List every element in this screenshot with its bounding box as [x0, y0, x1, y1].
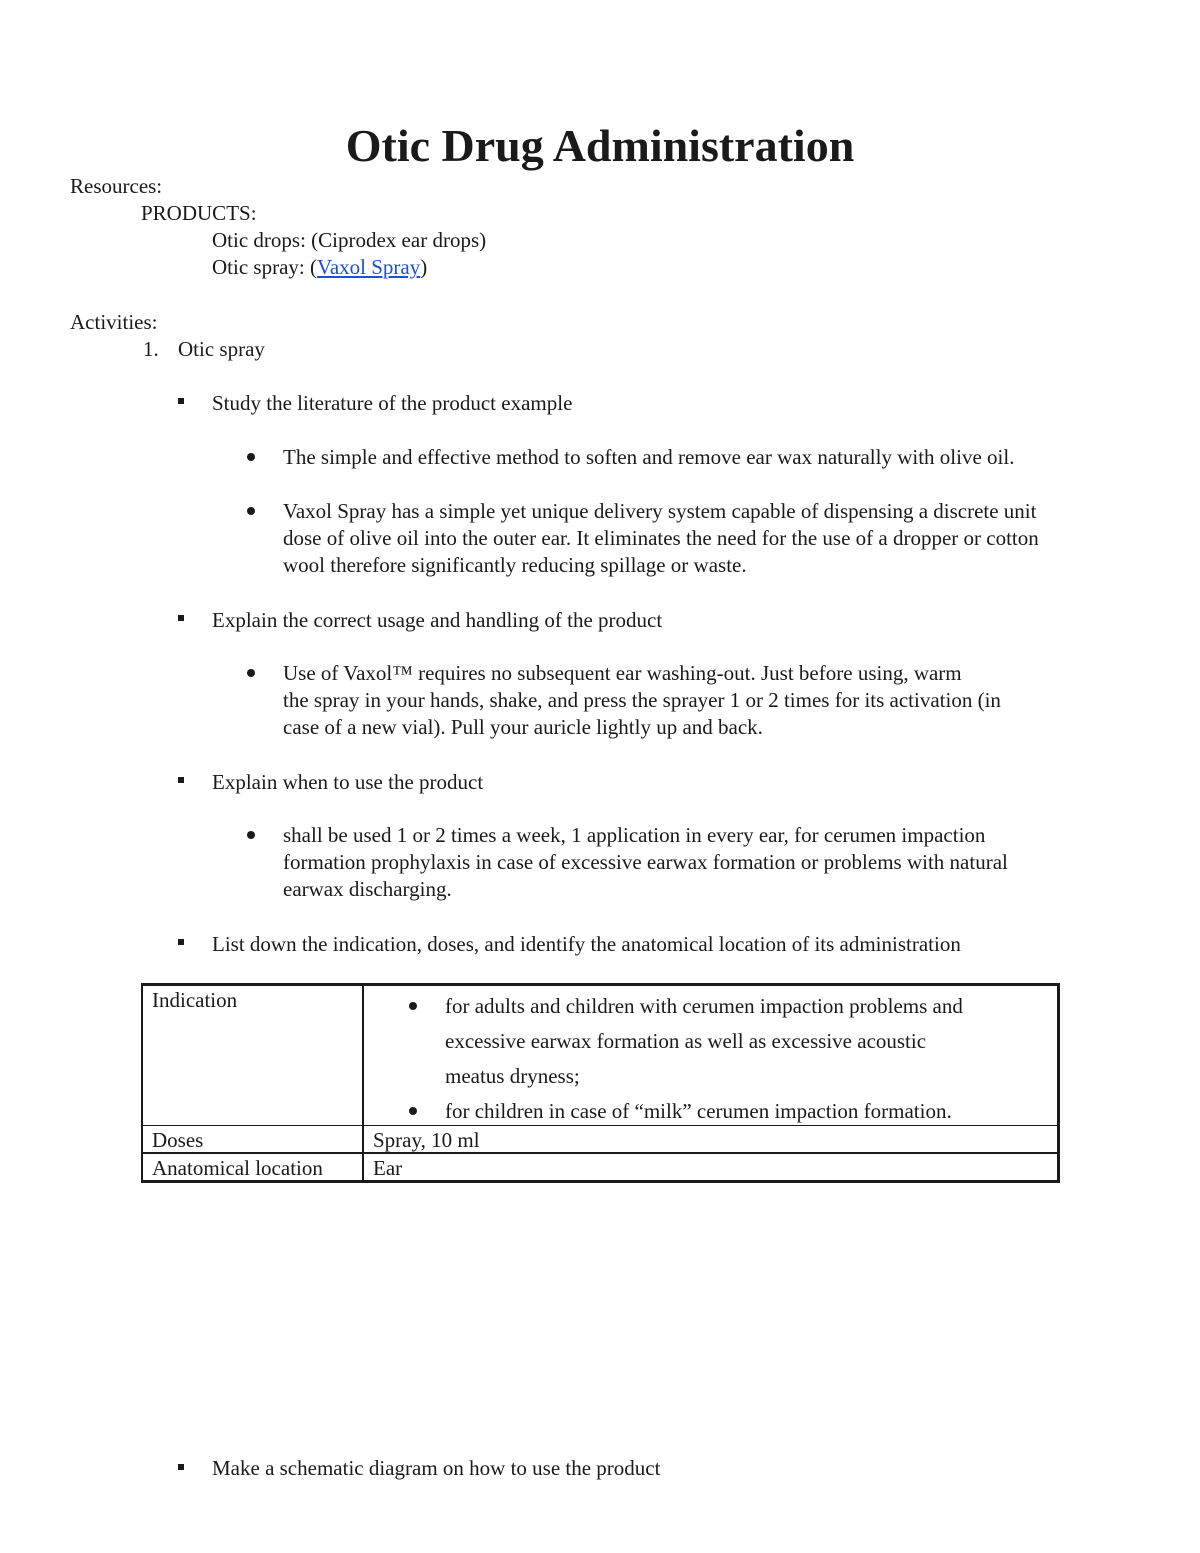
task-indication-doses: List down the indication, doses, and identify the anatomical location of its administration [212, 932, 961, 956]
table-border [141, 983, 1060, 986]
table-cell-line: meatus dryness; [445, 1064, 580, 1088]
activities-label: Activities: [70, 310, 158, 334]
round-bullet-icon [247, 831, 255, 839]
table-cell-value: Spray, 10 ml [373, 1128, 480, 1152]
table-cell-line: for adults and children with cerumen impaction problems and [445, 994, 963, 1018]
round-bullet-icon [247, 453, 255, 461]
table-border [141, 1152, 1060, 1154]
table-row-label: Doses [152, 1128, 204, 1152]
page-title: Otic Drug Administration [345, 120, 855, 171]
otic-drops-prefix: Otic drops: ( [212, 228, 319, 252]
task-schematic-diagram: Make a schematic diagram on how to use the product [212, 1456, 661, 1480]
table-border [141, 1125, 1060, 1126]
square-bullet-icon [178, 398, 184, 404]
square-bullet-icon [178, 777, 184, 783]
table-cell-line: for children in case of “milk” cerumen impaction formation. [445, 1099, 952, 1123]
bullet-line: Use of Vaxol™ requires no subsequent ear washing-out. Just before using, warm [283, 661, 962, 685]
bullet-line: case of a new vial). Pull your auricle lightly up and back. [283, 715, 763, 739]
activity-number: 1. [143, 337, 159, 361]
bullet-line: dose of olive oil into the outer ear. It eliminates the need for the use of a dropper or cotton [283, 526, 1039, 550]
bullet-line: formation prophylaxis in case of excessive earwax formation or problems with natural [283, 850, 1008, 874]
resources-label: Resources: [70, 174, 163, 198]
square-bullet-icon [178, 615, 184, 621]
task-study-literature: Study the literature of the product example [212, 391, 573, 415]
task-when-to-use: Explain when to use the product [212, 770, 484, 794]
otic-drops-line [212, 227, 486, 254]
bullet-line: The simple and effective method to soften and remove ear wax naturally with olive oil. [283, 445, 1015, 469]
table-cell-value: Ear [373, 1156, 403, 1180]
round-bullet-icon [247, 669, 255, 677]
otic-spray-prefix: Otic spray: ( [212, 255, 317, 279]
otic-drops-suffix: ) [479, 228, 487, 252]
activity-title: Otic spray [178, 337, 265, 361]
round-bullet-icon [409, 1002, 417, 1010]
round-bullet-icon [409, 1107, 417, 1115]
otic-drops-name: Ciprodex ear drops [318, 228, 480, 252]
bullet-line: earwax discharging. [283, 877, 452, 901]
table-row-label: Indication [152, 988, 238, 1012]
table-cell-line: excessive earwax formation as well as excessive acoustic [445, 1029, 927, 1053]
round-bullet-icon [247, 507, 255, 515]
table-row-label: Anatomical location [152, 1156, 323, 1180]
bullet-line: wool therefore significantly reducing spillage or waste. [283, 553, 747, 577]
square-bullet-icon [178, 1464, 184, 1470]
bullet-line: Vaxol Spray has a simple yet unique delivery system capable of dispensing a discrete unit [283, 499, 1037, 523]
bullet-line: shall be used 1 or 2 times a week, 1 application in every ear, for cerumen impaction [283, 823, 986, 847]
bullet-line: the spray in your hands, shake, and press the sprayer 1 or 2 times for its activation (in [283, 688, 1001, 712]
task-usage-handling: Explain the correct usage and handling of the product [212, 608, 663, 632]
vaxol-spray-link[interactable]: Vaxol Spray [316, 255, 421, 279]
square-bullet-icon [178, 939, 184, 945]
otic-spray-line [212, 254, 427, 281]
otic-spray-suffix: ) [420, 255, 428, 279]
products-label: PRODUCTS: [141, 201, 257, 225]
